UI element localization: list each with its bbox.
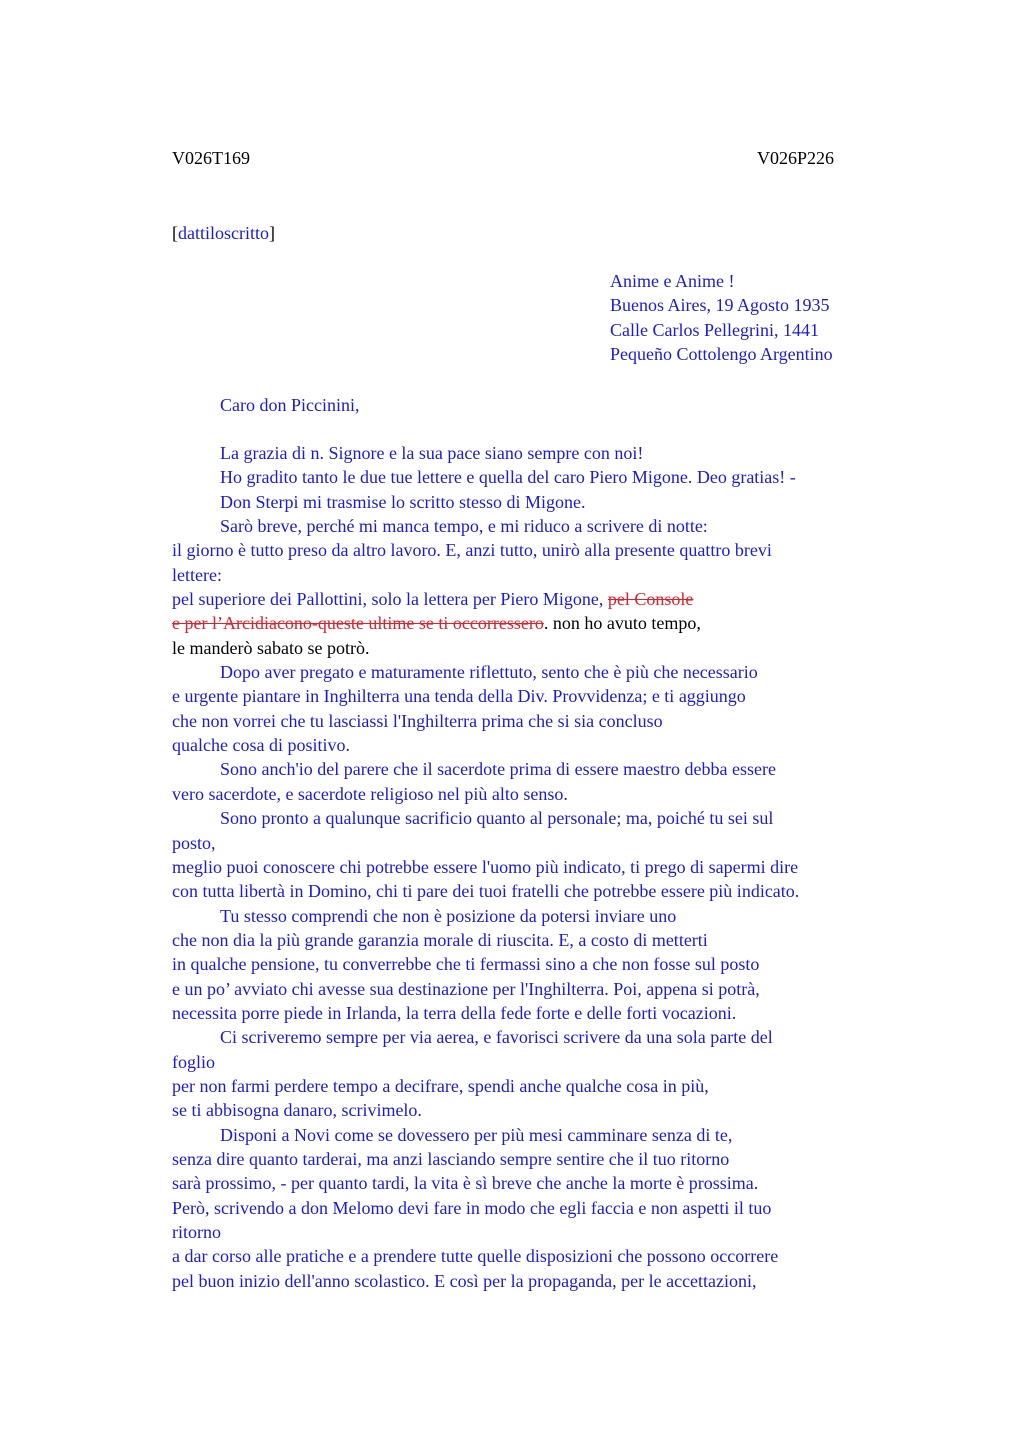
greeting: Caro don Piccinini, [220,395,360,415]
body-line [172,587,912,611]
letterhead-address: Calle Carlos Pellegrini, 1441 [610,319,819,340]
bracket-close: ] [268,223,275,243]
struck-text: pel Console [607,589,694,610]
struck-text: e per l’Arcidiacono-queste ultime se ti occorressero [172,613,544,634]
body-line: qualche cosa di positivo. [172,735,350,756]
body-line: che non vorrei che tu lasciassi l'Inghilterra prima che si sia concluso [172,710,663,731]
body-line: senza dire quanto tarderai, ma anzi lasciando sempre sentire che il tuo ritorno [172,1148,730,1169]
letterhead-institution: Pequeño Cottolengo Argentino [610,343,833,364]
document-type-label: dattiloscritto [178,223,269,243]
body-line: e un po’ avviato chi avesse sua destinazione per l'Inghilterra. Poi, appena si potrà, [172,978,760,999]
body-line: pel buon inizio dell'anno scolastico. E così per la propaganda, per le accettazioni, [172,1270,757,1291]
body-line: Disponi a Novi come se dovessero per più mesi camminare senza di te, [220,1124,733,1145]
body-line: posto, [172,832,216,853]
body-line: necessita porre piede in Irlanda, la terra della fede forte e delle forti vocazioni. [172,1002,737,1023]
body-text-span: pel superiore dei Pallottini, solo la lettera per Piero Migone, [172,589,608,610]
letter-body [172,441,912,1293]
body-line: ritorno [172,1222,221,1242]
body-line: Tu stesso comprendi che non è posizione da potersi inviare uno [220,905,677,926]
document-type-note [172,221,275,245]
body-line: vero sacerdote, e sacerdote religioso nel più alto senso. [172,783,568,804]
body-text-span: . non ho avuto tempo, [543,613,701,634]
body-line: il giorno è tutto preso da altro lavoro. E, anzi tutto, unirò alla presente quattro brevi [172,540,772,561]
body-line: se ti abbisogna danaro, scrivimelo. [172,1100,422,1121]
body-line: Don Sterpi mi trasmise lo scritto stesso di Migone. [220,491,586,512]
body-line: La grazia di n. Signore e la sua pace siano sempre con noi! [220,443,644,463]
body-line: Ho gradito tanto le due tue lettere e quella del caro Piero Migone. Deo gratias! - [220,467,796,488]
body-line: che non dia la più grande garanzia morale di riuscita. E, a costo di metterti [172,929,708,950]
body-line: le manderò sabato se potrò. [172,637,370,658]
body-line: lettere: [172,564,222,585]
letterhead-place-date: Buenos Aires, 19 Agosto 1935 [610,295,830,316]
body-line: a dar corso alle pratiche e a prendere tutte quelle disposizioni che possono occorrere [172,1246,779,1267]
document-ref-left: V026T169 [172,148,250,168]
bracket-open: [ [172,223,178,243]
body-line: meglio puoi conoscere chi potrebbe essere l'uomo più indicato, ti prego di sapermi dire [172,856,799,877]
document-ref-right: V026P226 [757,148,835,168]
body-line: Sarò breve, perché mi manca tempo, e mi riduco a scrivere di notte: [220,516,708,537]
body-line: e urgente piantare in Inghilterra una tenda della Div. Provvidenza; e ti aggiungo [172,686,746,707]
body-line: Però, scrivendo a don Melomo devi fare in modo che egli faccia e non aspetti il tuo [172,1197,772,1218]
letterhead-title: Anime e Anime ! [610,271,735,291]
body-line [172,611,912,635]
body-line: per non farmi perdere tempo a decifrare, spendi anche qualche cosa in più, [172,1075,709,1096]
body-line: Sono pronto a qualunque sacrificio quanto al personale; ma, poiché tu sei sul [220,808,774,829]
body-line: in qualche pensione, tu converrebbe che ti fermassi sino a che non fosse sul posto [172,954,760,975]
body-line: foglio [172,1051,215,1072]
body-line: Ci scriveremo sempre per via aerea, e favorisci scrivere da una sola parte del [220,1027,773,1048]
body-line: con tutta libertà in Domino, chi ti pare dei tuoi fratelli che potrebbe essere più indicato. [172,881,800,902]
letterhead [610,269,833,366]
body-line: Dopo aver pregato e maturamente riflettuto, sento che è più che necessario [220,662,758,683]
body-line: Sono anch'io del parere che il sacerdote prima di essere maestro debba essere [220,759,777,780]
body-line: sarà prossimo, - per quanto tardi, la vita è sì breve che anche la morte è prossima. [172,1173,759,1194]
